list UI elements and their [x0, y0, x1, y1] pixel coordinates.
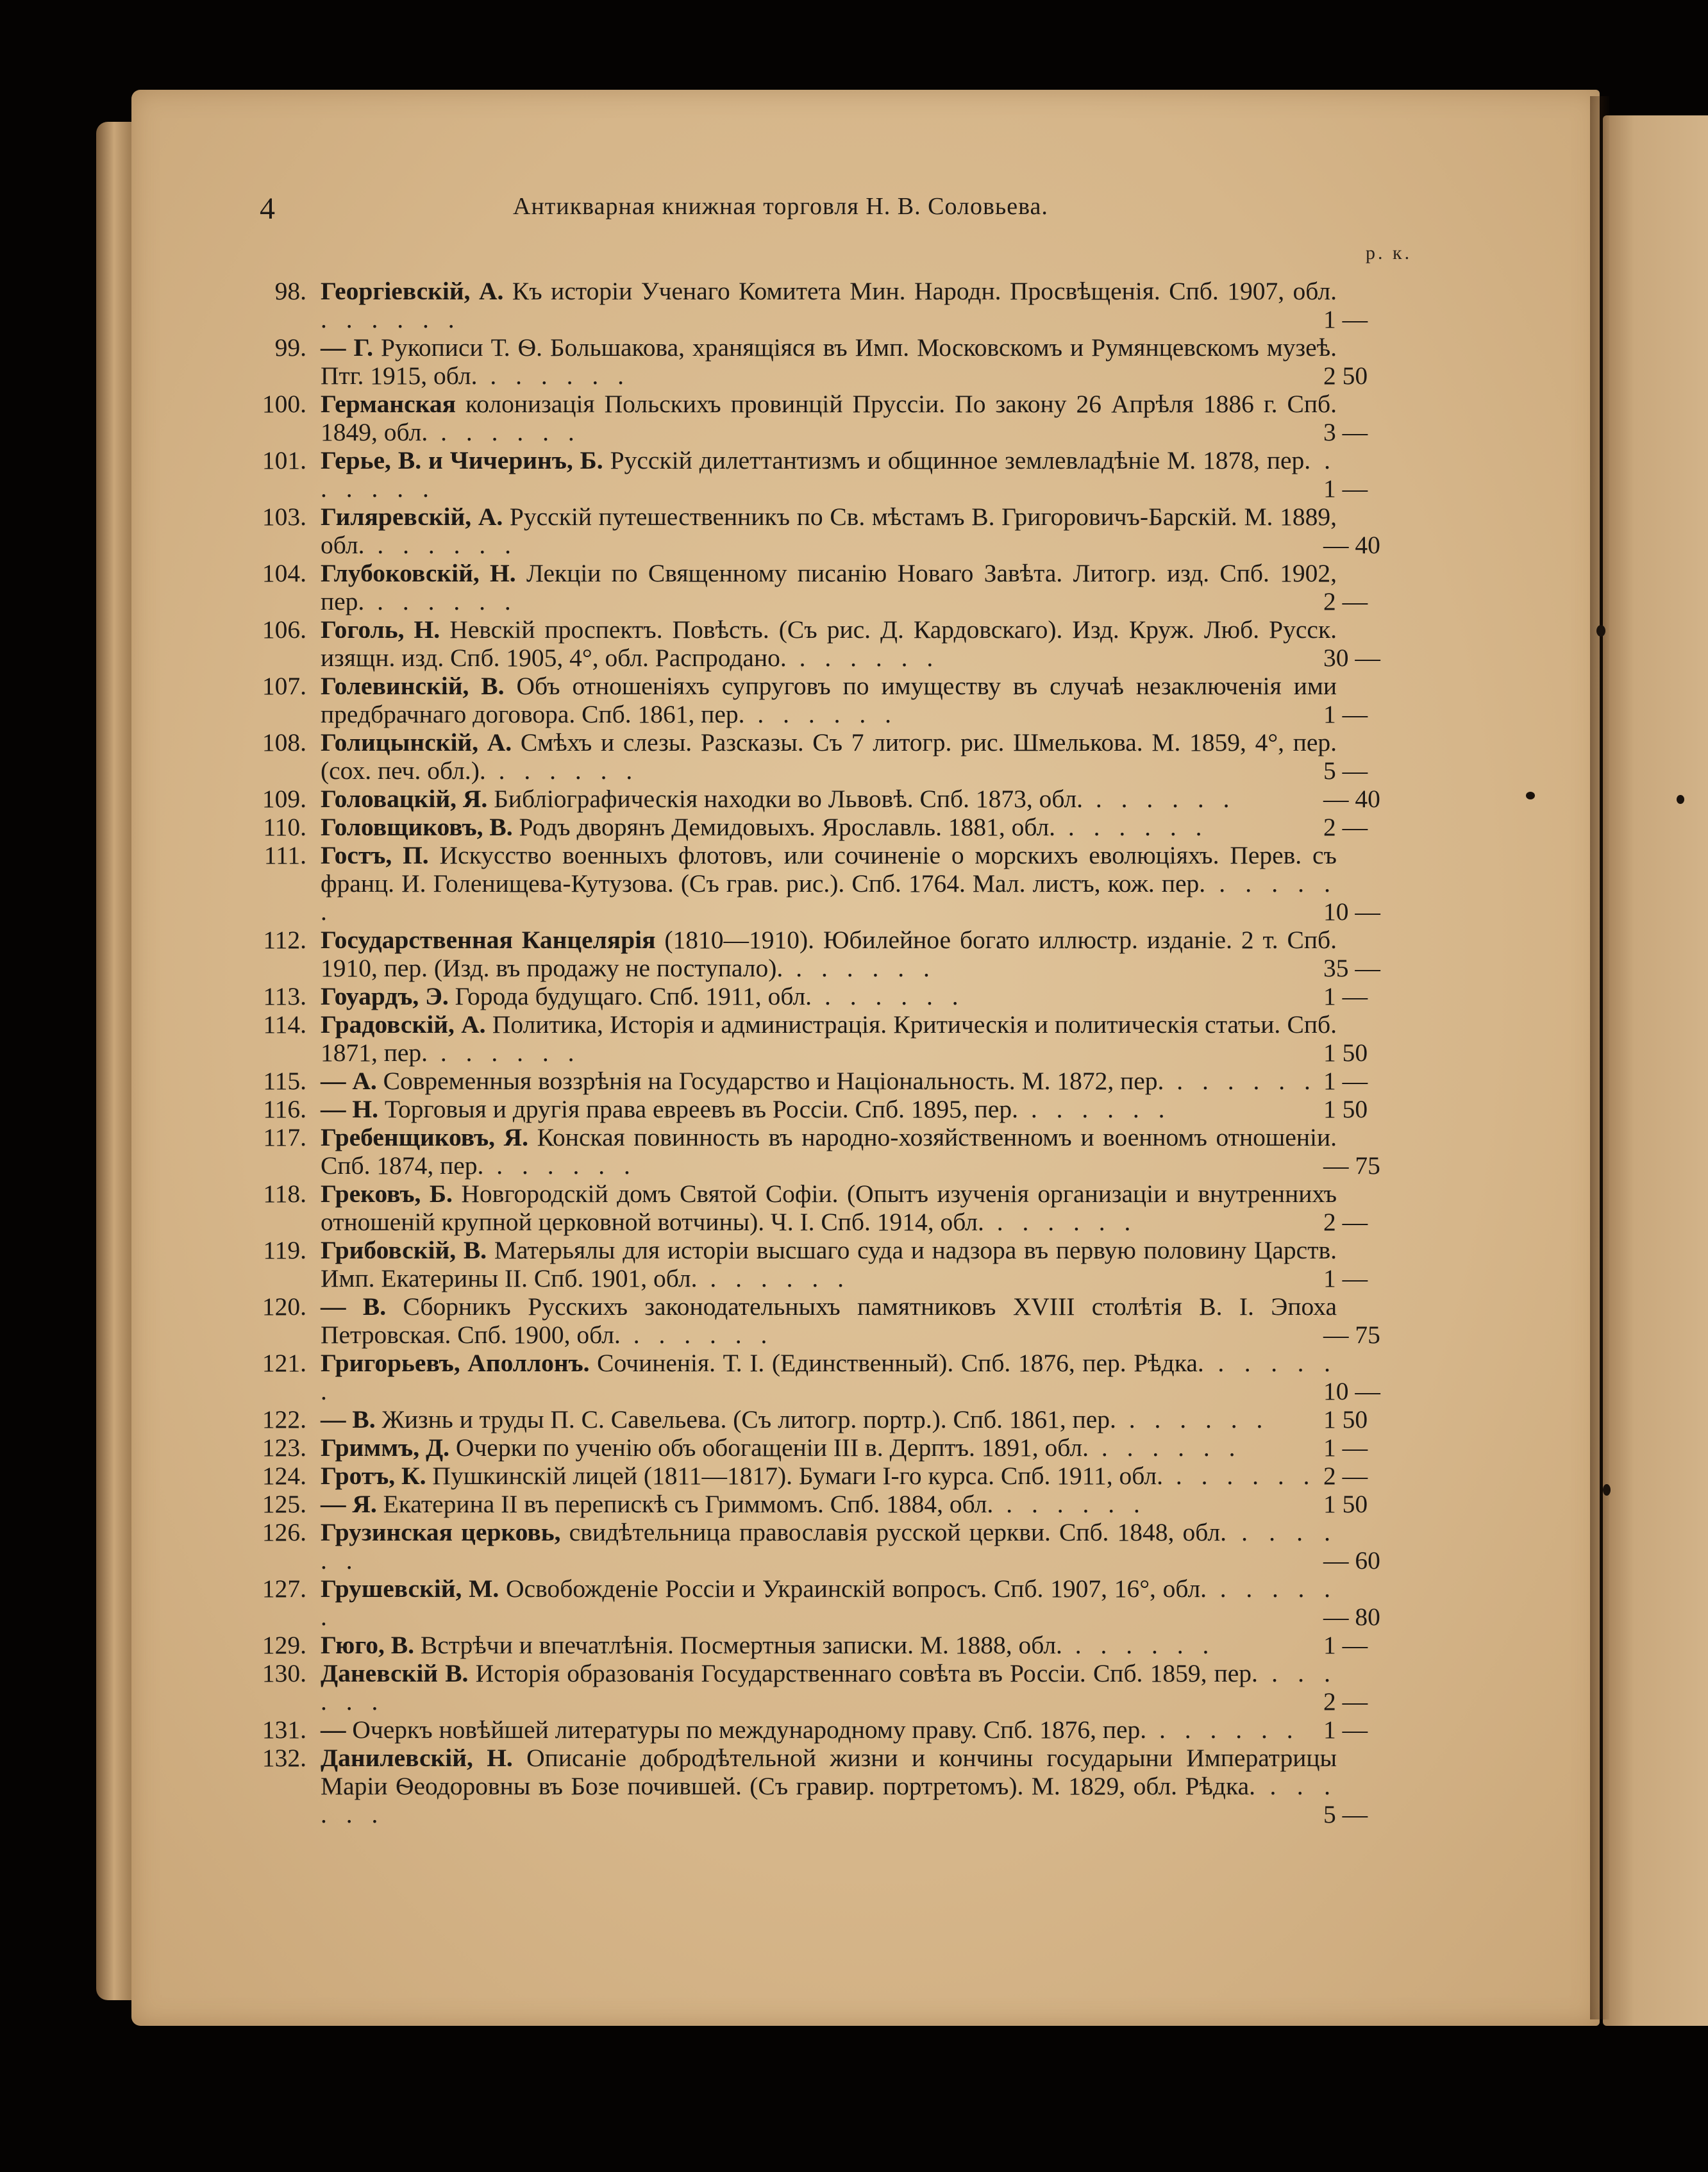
entry-description: [321, 1123, 1337, 1180]
entry-number: 118.: [263, 1180, 306, 1208]
dot-leader: . . . . . .: [620, 1321, 774, 1349]
entry-number: 115.: [263, 1067, 306, 1095]
entry-author: Государственная Канцелярія: [321, 926, 656, 954]
entry-title: Очерки по ученію объ обогащеніи III в. Дерптъ. 1891, обл.: [455, 1433, 1089, 1462]
dot-leader: . . . . . .: [364, 531, 517, 559]
entry-number: 132.: [262, 1744, 306, 1772]
entry-author: Голевинскій, В.: [321, 672, 505, 700]
catalog-entries: [0, 277, 1708, 1828]
entry-author: Голицынскій, А.: [321, 728, 512, 756]
entry-price: 35 —: [1323, 954, 1380, 982]
entry-author: Грибовскій, В.: [321, 1236, 487, 1264]
entry-title: Къ исторіи Ученаго Комитета Мин. Народн. Просвѣщенія. Спб. 1907, обл.: [512, 277, 1337, 305]
entry-author: Григорьевъ, Аполлонъ.: [321, 1349, 590, 1377]
entry-title: Описаніе добродѣтельной жизни и кончины государыни Императрицы Маріи Ѳеодоровны въ Бозе почившей. (Съ гравир. портретомъ). М. 1829, обл. Рѣдка.: [321, 1744, 1337, 1800]
entry-number: 104.: [262, 559, 306, 587]
catalog-entry: [0, 672, 1708, 728]
entry-description: [321, 277, 1337, 333]
entry-price: 1 —: [1323, 1433, 1368, 1462]
entry-price: 1 50: [1323, 1095, 1368, 1123]
dot-leader: . . . . . .: [321, 305, 461, 333]
entry-price: 5 —: [1323, 1800, 1368, 1828]
catalog-entry: [0, 785, 1708, 813]
entry-author: Гиляревскій, А.: [321, 503, 503, 531]
catalog-entry: [0, 1518, 1708, 1575]
dot-leader: . . . . . .: [786, 644, 940, 672]
entry-title: Родъ дворянъ Демидовыхъ. Ярославль. 1881, обл.: [519, 813, 1056, 841]
entry-title: Очеркъ новѣйшей литературы по международному праву. Спб. 1876, пер.: [352, 1716, 1147, 1744]
page-number: 4: [260, 192, 275, 226]
entry-number: 107.: [262, 672, 306, 700]
entry-author: Гротъ, К.: [321, 1462, 426, 1490]
entry-number: 122.: [262, 1405, 306, 1433]
entry-price: — 75: [1323, 1151, 1380, 1180]
entry-price: 1 —: [1323, 474, 1368, 503]
entry-price: 1 50: [1323, 1039, 1368, 1067]
dot-leader: . . . . . .: [364, 587, 517, 615]
entry-description: [321, 1349, 1337, 1405]
entry-number: 117.: [263, 1123, 306, 1151]
entry-price: 1 —: [1323, 305, 1368, 333]
entry-description: [321, 1575, 1337, 1631]
entry-description: [321, 1716, 1337, 1744]
entry-number: 129.: [262, 1631, 306, 1659]
entry-number: 114.: [263, 1010, 306, 1039]
entry-price: 2 —: [1323, 1687, 1368, 1716]
entry-author: Гюго, В.: [321, 1631, 415, 1659]
dot-leader: . . . . . .: [993, 1490, 1146, 1518]
entry-author: Гребенщиковъ, Я.: [321, 1123, 529, 1151]
entry-number: 103.: [262, 503, 306, 531]
entry-description: [321, 926, 1337, 982]
entry-price: — 75: [1323, 1321, 1380, 1349]
dot-leader: . . . . . .: [812, 982, 965, 1010]
entry-title: Пушкинскій лицей (1811—1817). Бумаги I-го курса. Спб. 1911, обл.: [432, 1462, 1163, 1490]
catalog-entry: [0, 503, 1708, 559]
dot-leader: . . . . . .: [321, 1659, 1337, 1716]
entry-description: [321, 1744, 1337, 1828]
entry-author: Грузинская церковь,: [321, 1518, 561, 1546]
entry-number: 131.: [262, 1716, 306, 1744]
dot-leader: . . . . . .: [321, 869, 1337, 926]
catalog-entry: [0, 1744, 1708, 1828]
entry-price: 1 50: [1323, 1405, 1368, 1433]
entry-title: Искусство военныхъ флотовъ, или сочиненіе о морскихъ еволюціяхъ. Перев. съ франц. И. Голенищева-Кутузова. (Съ грав. рис.). Спб. 1764. Мал. листъ, кож. пер.: [321, 841, 1337, 898]
entry-number: 116.: [263, 1095, 306, 1123]
entry-description: [321, 1490, 1337, 1518]
entry-price: 1 —: [1323, 1264, 1368, 1292]
entry-price: 1 —: [1323, 1716, 1368, 1744]
entry-author: — Я.: [321, 1490, 377, 1518]
entry-price: 2 —: [1323, 1462, 1368, 1490]
dot-leader: . . . . . .: [483, 1151, 637, 1180]
entry-number: 109.: [262, 785, 306, 813]
entry-description: [321, 559, 1337, 615]
entry-description: [321, 1433, 1337, 1462]
entry-price: 1 —: [1323, 1067, 1368, 1095]
catalog-entry: [0, 1659, 1708, 1716]
dot-leader: . . . . . .: [1162, 1462, 1316, 1490]
entry-price: 1 —: [1323, 1631, 1368, 1659]
entry-price: — 40: [1323, 785, 1380, 813]
entry-description: [321, 503, 1337, 559]
entry-author: Гоголь, Н.: [321, 615, 440, 644]
catalog-entry: [0, 1067, 1708, 1095]
entry-title: Исторія образованія Государственнаго совѣта въ Россіи. Спб. 1859, пер.: [475, 1659, 1258, 1687]
entry-title: Встрѣчи и впечатлѣнія. Посмертныя записки. М. 1888, обл.: [420, 1631, 1062, 1659]
entry-title: колонизація Польскихъ провинцій Пруссіи. По закону 26 Апрѣля 1886 г. Спб. 1849, обл.: [321, 390, 1337, 446]
dot-leader: . . . . . .: [1083, 785, 1236, 813]
entry-description: [321, 1067, 1337, 1095]
entry-title: Смѣхъ и слезы. Разсказы. Съ 7 литогр. рис. Шмелькова. М. 1859, 4°, пер. (сох. печ. обл.).: [321, 728, 1337, 785]
entry-description: [321, 1405, 1337, 1433]
entry-title: Современныя воззрѣнія на Государство и Національность. М. 1872, пер.: [383, 1067, 1164, 1095]
entry-author: Даневскій В.: [321, 1659, 469, 1687]
entry-title: Политика, Исторія и администрація. Критическія и политическія статьи. Спб. 1871, пер.: [321, 1010, 1337, 1067]
catalog-entry: [0, 446, 1708, 503]
entry-title: Города будущаго. Спб. 1911, обл.: [455, 982, 812, 1010]
catalog-entry: [0, 813, 1708, 841]
entry-description: [321, 1518, 1337, 1575]
entry-title: Библіографическія находки во Львовѣ. Спб. 1873, обл.: [494, 785, 1084, 813]
entry-description: [321, 1095, 1337, 1123]
catalog-entry: [0, 277, 1708, 333]
catalog-entry: [0, 1575, 1708, 1631]
entry-title: Лекціи по Священному писанію Новаго Завѣта. Литогр. изд. Спб. 1902, пер.: [321, 559, 1337, 615]
entry-number: 127.: [262, 1575, 306, 1603]
paper-blemish: [1603, 1484, 1611, 1496]
entry-title: Сочиненія. Т. I. (Единственный). Спб. 1876, пер. Рѣдка.: [597, 1349, 1204, 1377]
entry-description: [321, 615, 1337, 672]
entry-author: Германская: [321, 390, 456, 418]
catalog-entry: [0, 1180, 1708, 1236]
catalog-entry: [0, 1631, 1708, 1659]
entry-title: Новгородскій домъ Святой Софіи. (Опытъ изученія организаціи и внутреннихъ отношеній крупной церковной вотчины). Ч. I. Спб. 1914, обл.: [321, 1180, 1337, 1236]
entry-author: Гостъ, П.: [321, 841, 429, 869]
entry-price: 2 —: [1323, 1208, 1368, 1236]
entry-author: Градовскій, А.: [321, 1010, 486, 1039]
entry-author: Георгіевскій, А.: [321, 277, 504, 305]
catalog-entry: [0, 1095, 1708, 1123]
entry-description: [321, 672, 1337, 728]
entry-number: 119.: [263, 1236, 306, 1264]
entry-description: [321, 785, 1337, 813]
entry-number: 121.: [262, 1349, 306, 1377]
catalog-entry: [0, 728, 1708, 785]
entry-price: 2 50: [1323, 362, 1368, 390]
entry-author: Головацкій, Я.: [321, 785, 488, 813]
entry-price: 30 —: [1323, 644, 1380, 672]
catalog-entry: [0, 1292, 1708, 1349]
entry-price: 2 —: [1323, 813, 1368, 841]
entry-price: — 80: [1323, 1603, 1380, 1631]
catalog-entry: [0, 615, 1708, 672]
catalog-entry: [0, 1405, 1708, 1433]
entry-number: 98.: [274, 277, 306, 305]
entry-title: Русскій путешественникъ по Св. мѣстамъ В. Григоровичъ-Барскій. М. 1889, обл.: [321, 503, 1337, 559]
catalog-entry: [0, 1349, 1708, 1405]
paper-blemish: [1596, 625, 1605, 637]
dot-leader: . . . . . .: [428, 1039, 581, 1067]
entry-title: Освобожденіе Россіи и Украинскій вопросъ. Спб. 1907, 16°, обл.: [506, 1575, 1207, 1603]
catalog-entry: [0, 1490, 1708, 1518]
dot-leader: . . . . . .: [1055, 813, 1209, 841]
catalog-entry: [0, 1716, 1708, 1744]
dot-leader: . . . . . .: [1017, 1095, 1171, 1123]
entry-author: —: [321, 1716, 346, 1744]
entry-description: [321, 813, 1337, 841]
entry-description: [321, 1292, 1337, 1349]
dot-leader: . . . . . .: [321, 446, 1337, 503]
catalog-entry: [0, 1433, 1708, 1462]
entry-number: 108.: [262, 728, 306, 756]
catalog-entry: [0, 926, 1708, 982]
entry-title: Сборникъ Русскихъ законодательныхъ памятниковъ XVIII столѣтія В. I. Эпоха Петровская. Спб. 1900, обл.: [321, 1292, 1337, 1349]
paper-blemish: [1526, 792, 1535, 799]
entry-description: [321, 446, 1337, 503]
entry-description: [321, 1010, 1337, 1067]
entry-author: Головщиковъ, В.: [321, 813, 513, 841]
dot-leader: . . . . . .: [428, 418, 581, 446]
entry-description: [321, 1180, 1337, 1236]
entry-title: Невскій проспектъ. Повѣсть. (Съ рис. Д. Кардовскаго). Изд. Круж. Люб. Русск. изящн. изд. Спб. 1905, 4°, обл. Распродано.: [321, 615, 1337, 672]
running-header: [0, 191, 1708, 230]
dot-leader: . . . . . .: [1062, 1631, 1216, 1659]
entry-author: Гоуардъ, Э.: [321, 982, 449, 1010]
running-title: Антикварная книжная торговля Н. В. Соловьева.: [513, 193, 1048, 220]
dot-leader: . . . . . .: [744, 700, 898, 728]
entry-description: [321, 1236, 1337, 1292]
entry-title: свидѣтельница православія русской церкви. Спб. 1848, обл.: [569, 1518, 1227, 1546]
dot-leader: . . . . . .: [321, 1349, 1337, 1405]
entry-author: — Н.: [321, 1095, 378, 1123]
entry-number: 126.: [262, 1518, 306, 1546]
entry-title: Рукописи Т. Ѳ. Большакова, хранящіяся въ Имп. Московскомъ и Румянцевскомъ музеѣ. Птг. 1915, обл.: [321, 333, 1337, 390]
entry-price: — 40: [1323, 531, 1380, 559]
entry-description: [321, 841, 1337, 926]
catalog-entry: [0, 982, 1708, 1010]
dot-leader: . . . . . .: [1088, 1433, 1242, 1462]
catalog-entry: [0, 1010, 1708, 1067]
entry-description: [321, 728, 1337, 785]
entry-number: 106.: [262, 615, 306, 644]
catalog-entry: [0, 1462, 1708, 1490]
entry-number: 113.: [263, 982, 306, 1010]
entry-number: 123.: [262, 1433, 306, 1462]
entry-number: 124.: [262, 1462, 306, 1490]
dot-leader: . . . . . .: [321, 1772, 1337, 1828]
entry-author: Данилевскій, Н.: [321, 1744, 513, 1772]
entry-author: — А.: [321, 1067, 377, 1095]
entry-price: 1 —: [1323, 982, 1368, 1010]
entry-number: 110.: [263, 813, 306, 841]
catalog-entry: [0, 1236, 1708, 1292]
entry-price: 1 50: [1323, 1490, 1368, 1518]
entry-number: 125.: [262, 1490, 306, 1518]
entry-description: [321, 333, 1337, 390]
entry-description: [321, 1659, 1337, 1716]
dot-leader: . . . . . .: [477, 362, 630, 390]
catalog-entry: [0, 390, 1708, 446]
entry-number: 101.: [262, 446, 306, 474]
entry-number: 112.: [263, 926, 306, 954]
dot-leader: . . . . . .: [1146, 1716, 1300, 1744]
entry-title: Жизнь и труды П. С. Савельева. (Съ литогр. портр.). Спб. 1861, пер.: [381, 1405, 1116, 1433]
catalog-entry: [0, 559, 1708, 615]
entry-title: Конская повинность въ народно-хозяйственномъ и военномъ отношеніи. Спб. 1874, пер.: [321, 1123, 1337, 1180]
entry-description: [321, 390, 1337, 446]
dot-leader: . . . . . .: [321, 1518, 1337, 1575]
entry-number: 100.: [262, 390, 306, 418]
entry-description: [321, 982, 1337, 1010]
dot-leader: . . . . . .: [1164, 1067, 1317, 1095]
entry-description: [321, 1631, 1337, 1659]
dot-leader: . . . . . .: [1116, 1405, 1269, 1433]
entry-author: Глубоковскій, Н.: [321, 559, 516, 587]
entry-price: 10 —: [1323, 1377, 1380, 1405]
entry-price: 1 —: [1323, 700, 1368, 728]
catalog-entry: [0, 1123, 1708, 1180]
catalog-entry: [0, 333, 1708, 390]
entry-author: Грековъ, Б.: [321, 1180, 453, 1208]
entry-price: 10 —: [1323, 898, 1380, 926]
dot-leader: . . . . . .: [984, 1208, 1137, 1236]
catalog-entry: [0, 841, 1708, 926]
entry-number: 120.: [262, 1292, 306, 1321]
dot-leader: . . . . . .: [783, 954, 936, 982]
entry-price: 5 —: [1323, 756, 1368, 785]
entry-title: Торговыя и другія права евреевъ въ Россіи. Спб. 1895, пер.: [384, 1095, 1018, 1123]
entry-author: Гриммъ, Д.: [321, 1433, 450, 1462]
entry-price: — 60: [1323, 1546, 1380, 1575]
entry-author: Герье, В. и Чичеринъ, Б.: [321, 446, 603, 474]
entry-number: 111.: [264, 841, 306, 869]
entry-number: 99.: [274, 333, 306, 362]
entry-title: (1810—1910). Юбилейное богато иллюстр. изданіе. 2 т. Спб. 1910, пер. (Изд. въ продажу не поступало).: [321, 926, 1337, 982]
entry-number: 130.: [262, 1659, 306, 1687]
price-column-header: р. к.: [1366, 242, 1412, 263]
dot-leader: . . . . . .: [321, 1575, 1337, 1631]
entry-title: Объ отношеніяхъ супруговъ по имуществу въ случаѣ незаключенія ими предбрачнаго договора. Спб. 1861, пер.: [321, 672, 1337, 728]
entry-title: Матерьялы для исторіи высшаго суда и надзора въ первую половину Царств. Имп. Екатерины II. Спб. 1901, обл.: [321, 1236, 1337, 1292]
entry-author: — В.: [321, 1405, 376, 1433]
entry-title: Екатерина II въ перепискѣ съ Гриммомъ. Спб. 1884, обл.: [383, 1490, 994, 1518]
entry-price: 2 —: [1323, 587, 1368, 615]
dot-leader: . . . . . .: [485, 756, 639, 785]
entry-author: — Г.: [321, 333, 374, 362]
entry-description: [321, 1462, 1337, 1490]
paper-blemish: [1677, 795, 1684, 804]
entry-author: — В.: [321, 1292, 387, 1321]
dot-leader: . . . . . .: [697, 1264, 850, 1292]
entry-title: Русскій дилеттантизмъ и общинное землевладѣніе М. 1878, пер.: [610, 446, 1311, 474]
entry-price: 3 —: [1323, 418, 1368, 446]
entry-author: Грушевскій, М.: [321, 1575, 499, 1603]
